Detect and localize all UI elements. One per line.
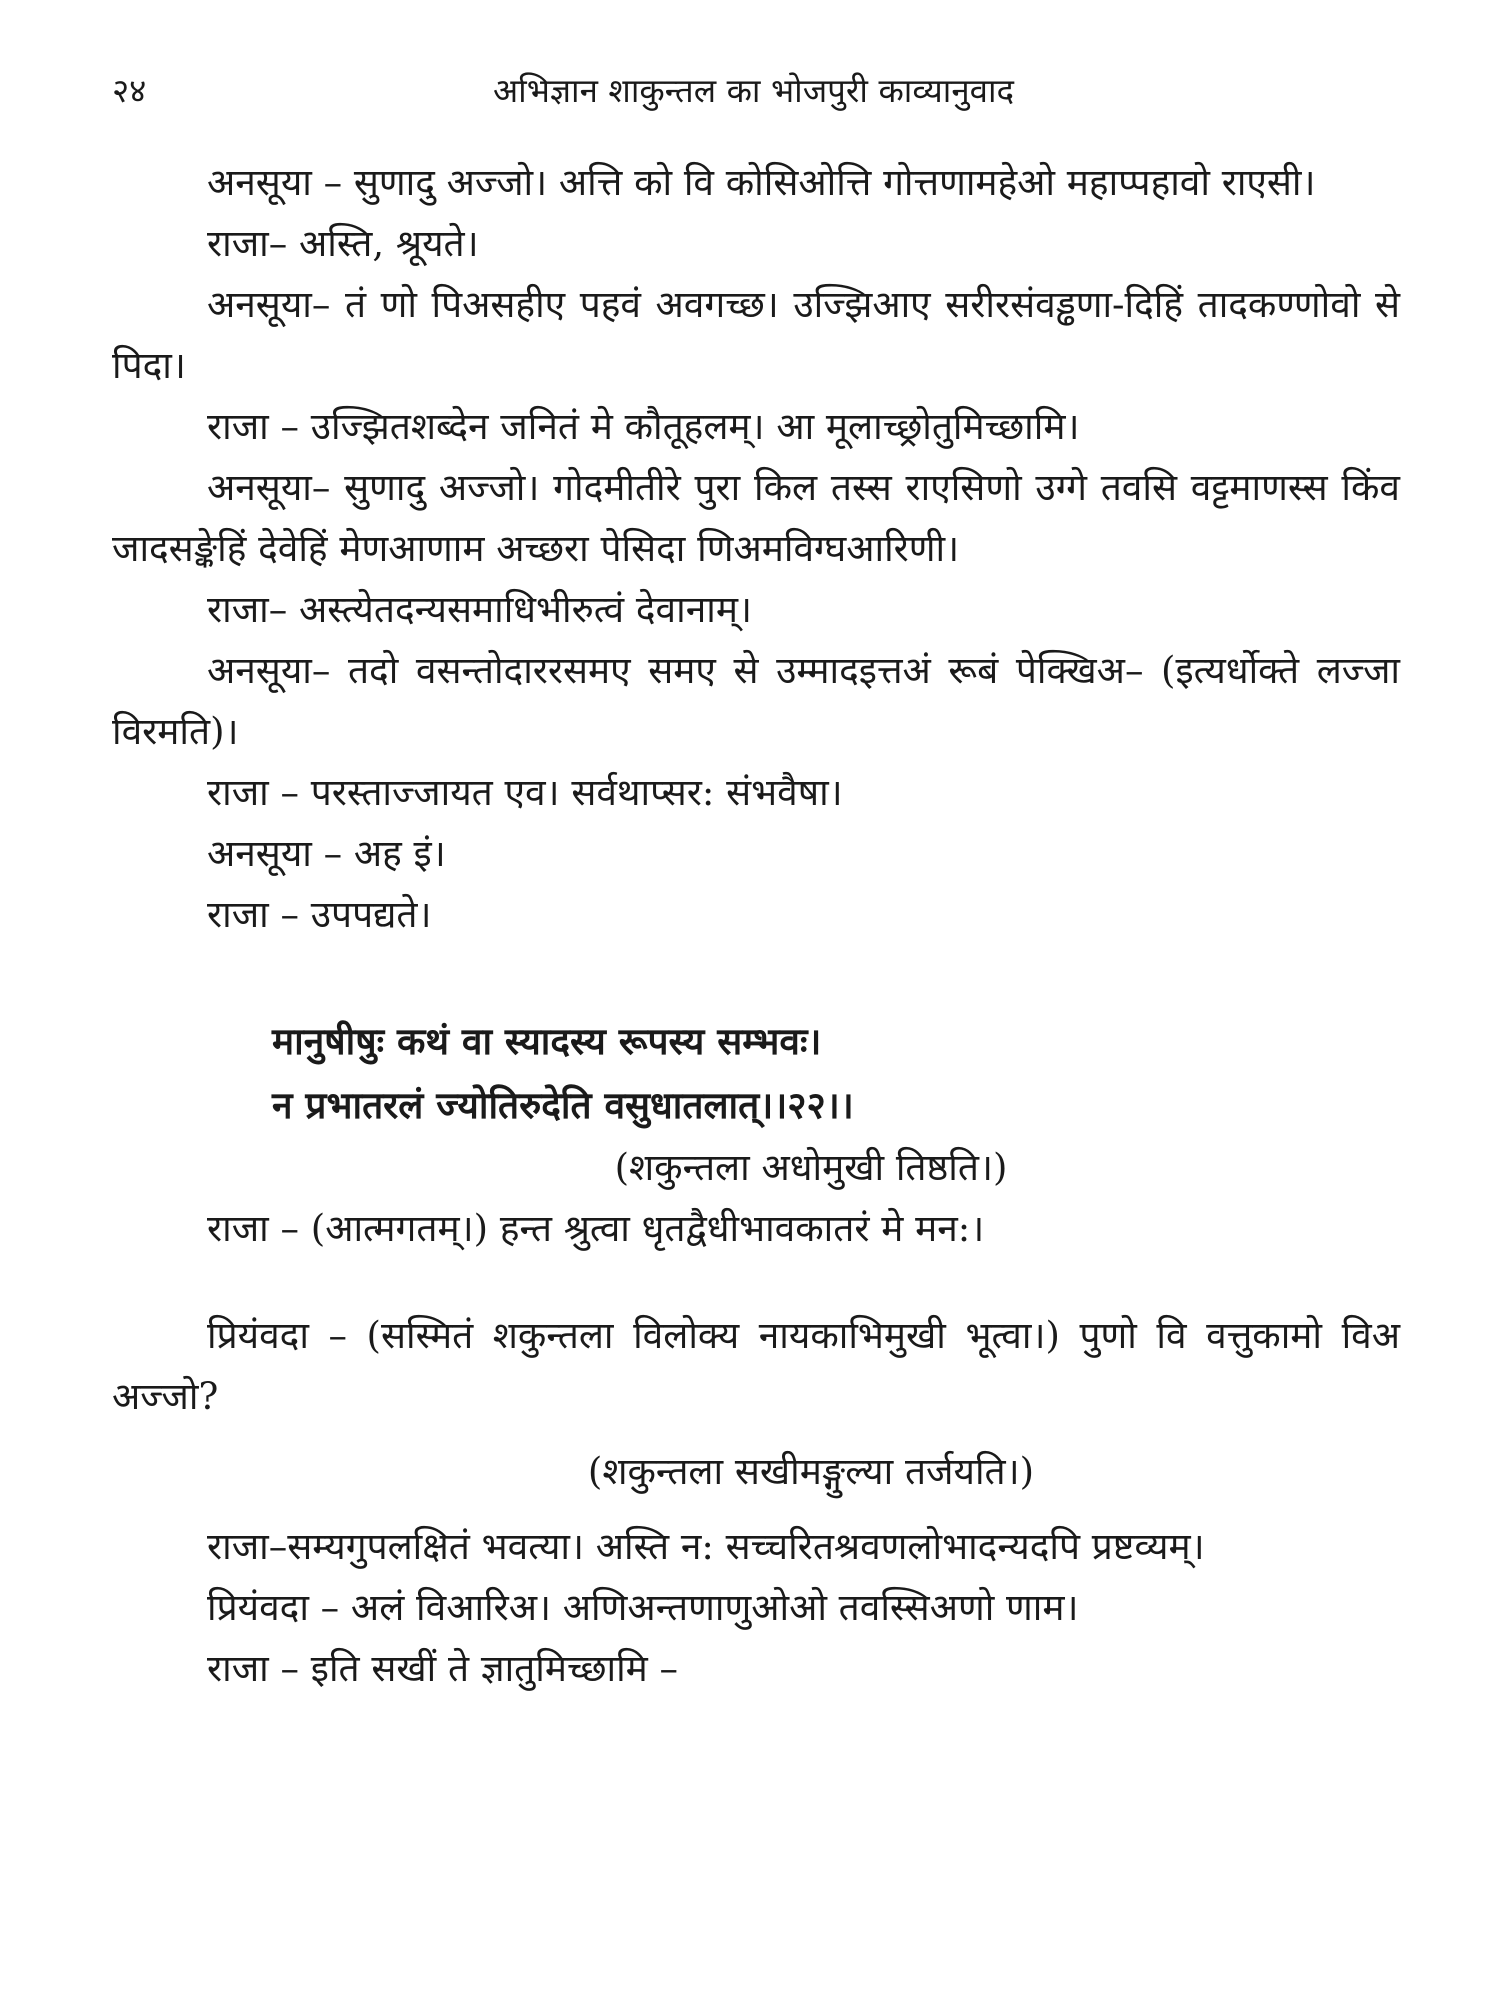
spacer (112, 1259, 1400, 1305)
page-body (112, 152, 1400, 1699)
dialogue-paragraph: अनसूया– तं णो पिअसहीए पहवं अवगच्छ। उज्झिआए सरीरसंवड्ढणा-दिहिं तादकण्णोवो से पिदा। (112, 283, 1400, 387)
dialogue-paragraph: राजा – उपपद्यते। (207, 893, 432, 936)
dialogue-paragraph: अनसूया– तदो वसन्तोदाररसमए समए से उम्मादइत्तअं रूबं पेक्खिअ– (इत्यर्धोक्ते लज्जा विरमति)। (112, 649, 1400, 753)
page-header (112, 66, 1395, 116)
stage-direction: (शकुन्तला अधोमुखी तिष्ठति।) (614, 1146, 1008, 1189)
stage-direction: (शकुन्तला सखीमङ्गुल्या तर्जयति।) (587, 1450, 1035, 1493)
dialogue-paragraph: अनसूया – अह इं। (207, 832, 446, 875)
spacer (112, 1502, 1400, 1516)
spacer (112, 945, 1400, 1009)
spacer (112, 1427, 1400, 1441)
dialogue-paragraph: राजा – परस्ताज्जायत एव। सर्वथाप्सर: संभवैषा। (207, 771, 843, 814)
dialogue-paragraph: राजा – (आत्मगतम्।) हन्त श्रुत्वा धृतद्वैधीभावकातरं मे मन:। (207, 1207, 985, 1250)
verse-line-2: न प्रभातरलं ज्योतिरुदेति वसुधातलात्।।२२।। (272, 1083, 854, 1127)
dialogue-paragraph: प्रियंवदा – (सस्मितं शकुन्तला विलोक्य नायकाभिमुखी भूत्वा।) पुणो वि वत्तुकामो विअ अज्जो? (112, 1314, 1400, 1418)
page-number: २४ (112, 71, 147, 110)
verse-line-1: मानुषीषुः कथं वा स्यादस्य रूपस्य सम्भवः। (272, 1019, 822, 1063)
dialogue-paragraph: राजा– अस्त्येतदन्यसमाधिभीरुत्वं देवानाम्। (207, 588, 752, 631)
dialogue-paragraph: राजा–सम्यगुपलक्षितं भवत्या। अस्ति न: सच्चरितश्रवणलोभादन्यदपि प्रष्टव्यम्। (207, 1525, 1205, 1568)
dialogue-paragraph: प्रियंवदा – अलं विआरिअ। अणिअन्तणाणुओओ तवस्सिअणो णाम। (207, 1586, 1079, 1629)
dialogue-paragraph: राजा – इति सखीं ते ज्ञातुमिच्छामि – (207, 1647, 679, 1690)
dialogue-paragraph: अनसूया – सुणादु अज्जो। अत्ति को वि कोसिओत्ति गोत्तणामहेओ महाप्पहावो राएसी। (207, 161, 1316, 204)
dialogue-paragraph: राजा– अस्ति, श्रूयते। (207, 222, 479, 265)
dialogue-paragraph: अनसूया– सुणादु अज्जो। गोदमीतीरे पुरा किल तस्स राएसिणो उग्गे तवसि वट्टमाणस्स किंव जादसङ्केहिं देवेहिं मेणआणाम अच्छरा पेसिदा णिअमविग्घआरिणी। (112, 466, 1400, 570)
dialogue-paragraph: राजा – उज्झितशब्देन जनितं मे कौतूहलम्। आ मूलाच्छ्रोतुमिच्छामि। (207, 405, 1080, 448)
running-title: अभिज्ञान शाकुन्तल का भोजपुरी काव्यानुवाद (492, 71, 1015, 110)
